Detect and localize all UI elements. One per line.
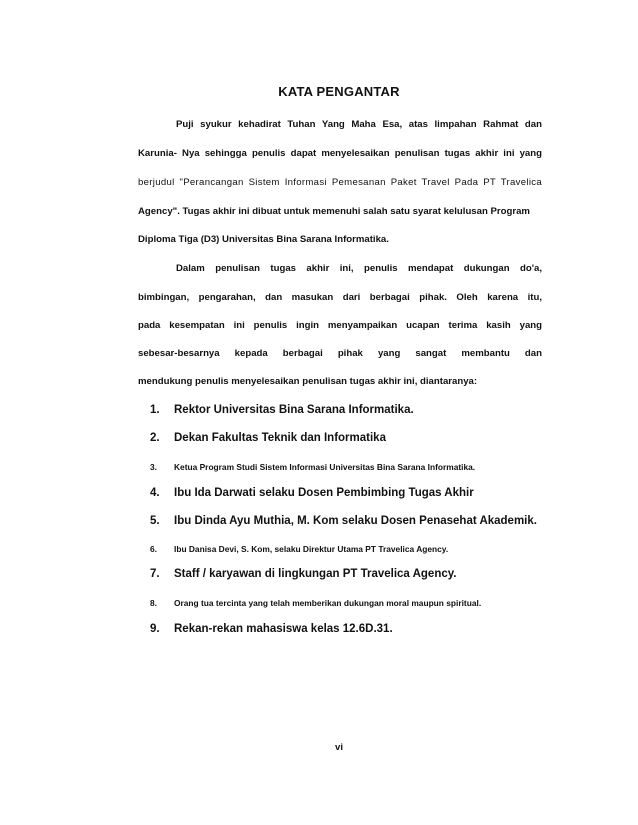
page-number: vi (334, 742, 343, 753)
list-item-text: Ketua Program Studi Sistem Informasi Universitas Bina Sarana Informatika. (174, 462, 476, 472)
list-item-text: Orang tua tercinta yang telah memberikan dukungan moral maupun spiritual. (174, 598, 482, 608)
list-item-number: 3. (150, 462, 157, 472)
list-item (150, 486, 474, 500)
paragraph-line: Diploma Tiga (D3) Universitas Bina Sarana Informatika. (138, 234, 389, 245)
list-item (150, 596, 481, 610)
paragraph-line: bimbingan, pengarahan, dan masukan dari berbagai pihak. Oleh karena itu, (138, 292, 542, 303)
list-item (150, 567, 456, 581)
list-item (150, 460, 475, 474)
list-item-text: Dekan Fakultas Teknik dan Informatika (174, 432, 386, 444)
paragraph-line-part: Agency". Tugas akhir ini dibuat untuk memenuhi salah satu syarat kelulusan Program (138, 206, 530, 217)
page-title: KATA PENGANTAR (278, 84, 400, 99)
list-item-text: Ibu Ida Darwati selaku Dosen Pembimbing Tugas Akhir (174, 487, 474, 499)
list-item-number: 2. (150, 432, 160, 444)
list-item-text: Rekan-rekan mahasiswa kelas 12.6D.31. (174, 623, 393, 635)
list-item-text: Ibu Danisa Devi, S. Kom, selaku Direktur Utama PT Travelica Agency. (174, 544, 449, 554)
list-item-number: 9. (150, 623, 160, 635)
list-item (150, 514, 537, 528)
paragraph-line: pada kesempatan ini penulis ingin menyampaikan ucapan terima kasih yang (138, 320, 542, 331)
list-item (150, 431, 386, 445)
list-item-number: 6. (150, 544, 157, 554)
list-item (150, 403, 414, 417)
list-item-number: 8. (150, 598, 157, 608)
list-item-number: 4. (150, 487, 160, 499)
list-item-number: 5. (150, 515, 160, 527)
list-item-text: Rektor Universitas Bina Sarana Informatika. (174, 404, 414, 416)
list-item-text: Ibu Dinda Ayu Muthia, M. Kom selaku Dosen Penasehat Akademik. (174, 515, 537, 527)
paragraph-line: berjudul "Perancangan Sistem Informasi Pemesanan Paket Travel Pada PT Travelica (138, 177, 542, 188)
list-item-text: Staff / karyawan di lingkungan PT Travelica Agency. (174, 568, 457, 580)
list-item (150, 542, 448, 556)
list-item (150, 622, 393, 636)
paragraph-line: sebesar-besarnya kepada berbagai pihak yang sangat membantu dan (138, 348, 542, 359)
paragraph-line: Puji syukur kehadirat Tuhan Yang Maha Esa, atas limpahan Rahmat dan (176, 119, 542, 130)
list-item-number: 1. (150, 404, 160, 416)
paragraph-line (138, 206, 542, 218)
paragraph-line: Karunia- Nya sehingga penulis dapat menyelesaikan penulisan tugas akhir ini yang (138, 148, 542, 159)
list-item-number: 7. (150, 568, 160, 580)
paragraph-line: Dalam penulisan tugas akhir ini, penulis mendapat dukungan do'a, (176, 263, 542, 274)
paragraph-line: mendukung penulis menyelesaikan penulisan tugas akhir ini, diantaranya: (138, 376, 478, 387)
